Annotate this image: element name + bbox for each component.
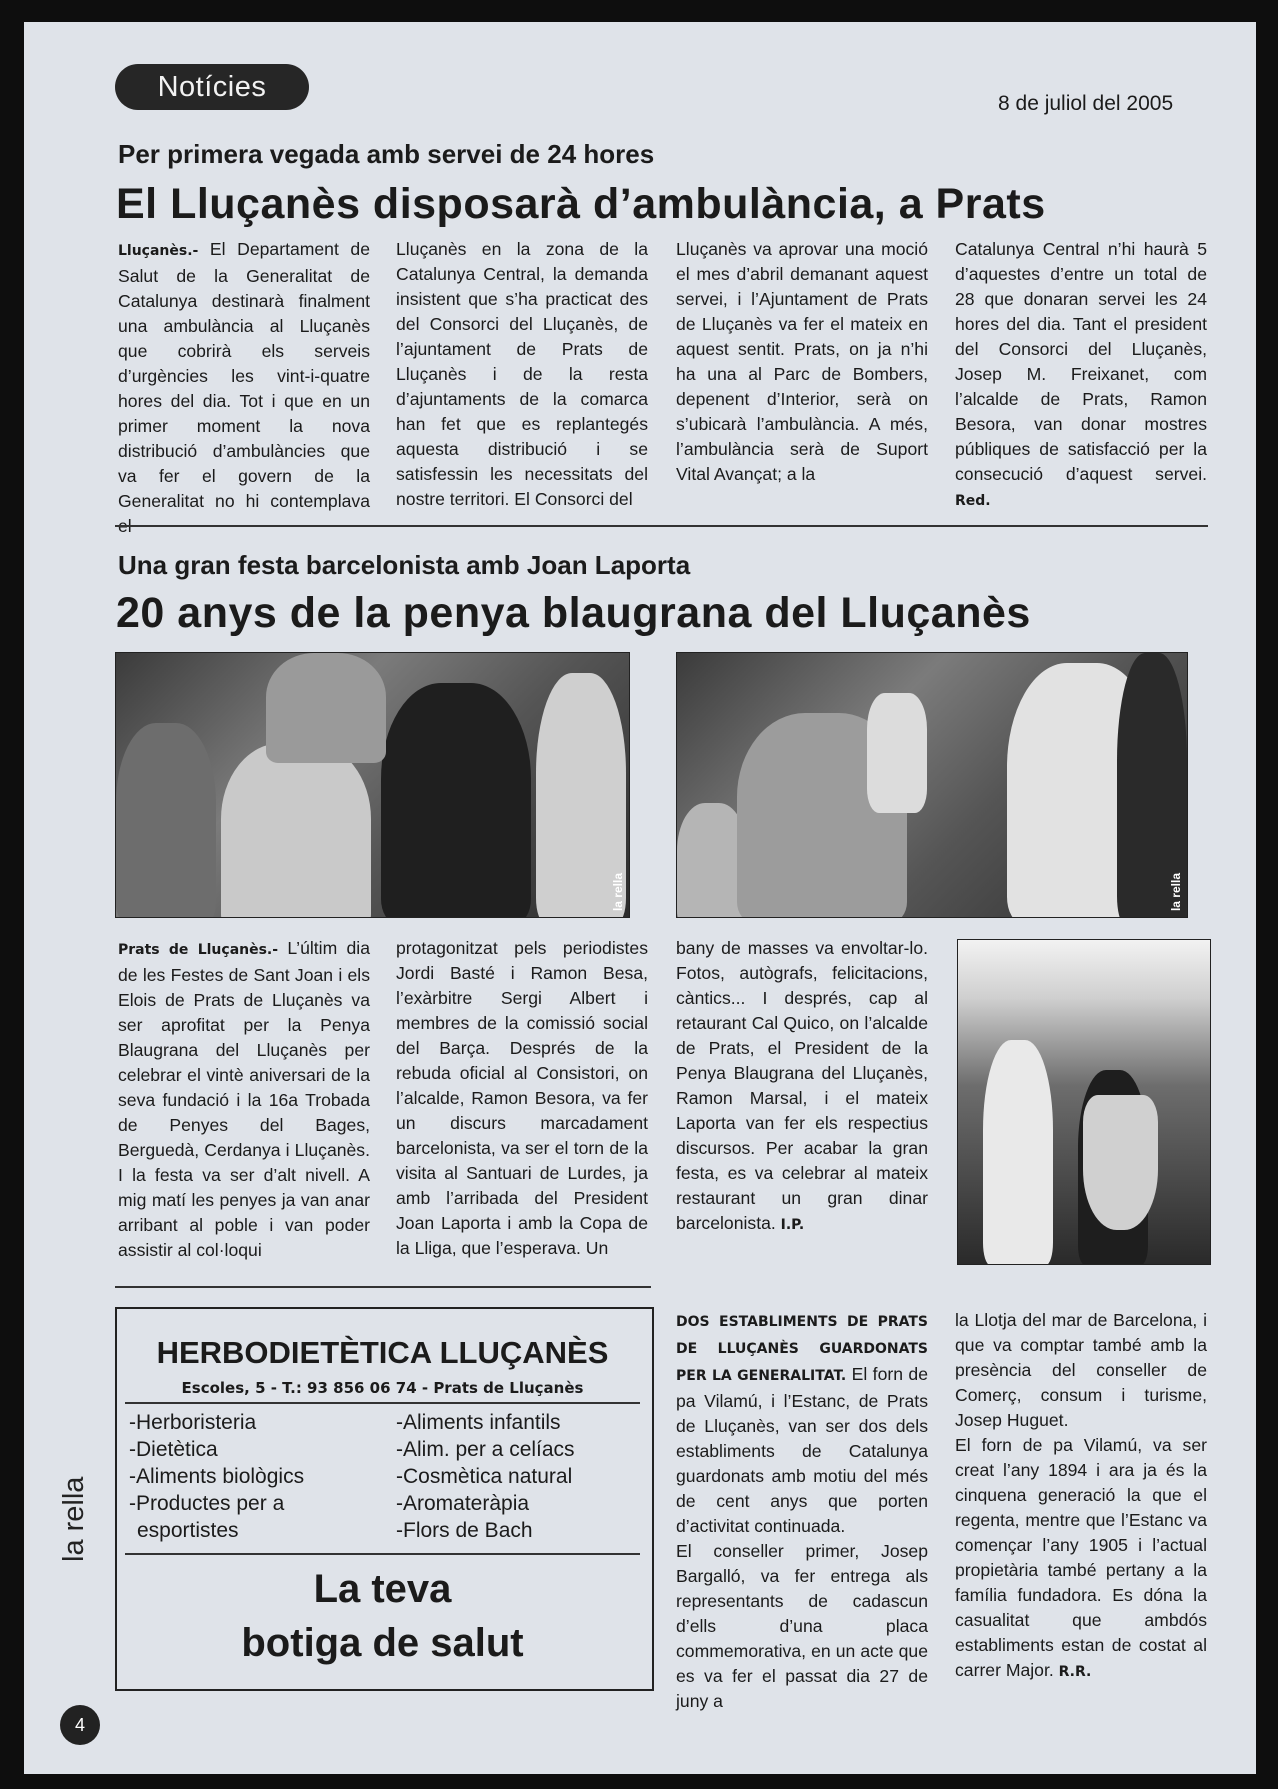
article2-col1: Prats de Lluçanès.- L’últim dia de les Festes de Sant Joan i els Elois de Prats de Lluçanès va ser aprofitat per la Penya Blaugrana del Lluçanès per celebrar el vintè aniversari de la seva fundació i la 16a Trobada de Penyes del Bages, Berguedà, Cerdanya i Lluçanès. I la festa va ser d’alt nivell. A mig matí les penyes ja van anar arribant al poble i van poder assistir al col·loqui bbox=[118, 938, 371, 1260]
article1-lead: Lluçanès.- bbox=[118, 243, 199, 259]
page-number: 4 bbox=[60, 1705, 100, 1745]
article1-col4: Catalunya Central n’hi haurà 5 d’aquestes d’entre un total de 28 que donaran servei les 24 hores del dia. Tant el president del Consorci del Lluçanès, Josep M. Freixanet, com l’alcalde de Prats, Ramon Besora, van donar mostres públiques de satisfacció per la consecució d’aquest servei. Red. bbox=[955, 239, 1207, 509]
divider bbox=[125, 1553, 640, 1555]
photo-laporta-crowd bbox=[115, 652, 630, 918]
ad-list-left: -Herboristeria -Dietètica -Aliments biològics -Productes per a esportistes bbox=[129, 1411, 305, 1542]
article1-kicker: Per primera vegada amb servei de 24 hores bbox=[118, 139, 655, 169]
divider bbox=[115, 525, 1208, 527]
publication-brand: la rella bbox=[58, 1476, 90, 1562]
photo-copa-lliga bbox=[957, 939, 1211, 1265]
ad-slogan-line1: La teva bbox=[313, 1567, 452, 1611]
article3-lead: DOS ESTABLIMENTS DE PRATS DE LLUÇANÈS GUARDONATS PER LA GENERALITAT. bbox=[676, 1314, 928, 1384]
article3-col1: DOS ESTABLIMENTS DE PRATS DE LLUÇANÈS GUARDONATS PER LA GENERALITAT. El forn de pa Vilamú, i l’Estanc, de Prats de Lluçanès, van ser dos dels establiments de Catalunya guardonats amb motiu del més de cent anys que porten d’activitat continuada. El conseller primer, Josep Bargalló, va fer entrega als representants de cadascun d’ells d’una placa commemorativa, en un acte que es va fer el passat dia 27 de juny a bbox=[676, 1314, 928, 1711]
newspaper-page bbox=[24, 22, 1256, 1774]
divider bbox=[115, 1286, 651, 1288]
article1-col2: Lluçanès en la zona de la Catalunya Central, la demanda insistent que s’ha practicat des del Consorci del Lluçanès, de l’ajuntament de Prats de Lluçanès i de la resta d’ajuntaments de la comarca han fet que es replantegés aquesta distribució i se satisfessin les necessitats del nostre territori. El Consorci del bbox=[396, 239, 648, 509]
ad-slogan-line2: botiga de salut bbox=[241, 1621, 524, 1665]
ad-list-right: -Aliments infantils -Alim. per a celíacs -Cosmètica natural -Aromateràpia -Flors de Bach bbox=[396, 1411, 575, 1542]
article2-signature: I.P. bbox=[780, 1217, 805, 1233]
article3-col2: la Llotja del mar de Barcelona, i que va comptar també amb la presència del conseller de Comerç, consum i turisme, Josep Huguet. El forn de pa Vilamú, va ser creat l’any 1894 i ara ja és la cinquena generació la que el regenta, mentre que l’Estanc va començar l’any 1905 i l’actual propietària també pertany a la família fundadora. Es dóna la casualitat que ambdós establiments estan de costat al carrer Major. R.R. bbox=[955, 1310, 1207, 1680]
photo-credit: la rella bbox=[1169, 872, 1183, 911]
article3-signature: R.R. bbox=[1058, 1664, 1092, 1680]
article2-col2: protagonitzat pels periodistes Jordi Basté i Ramon Besa, l’exàrbitre Sergi Albert i membres de la comissió social del Barça. Després de la rebuda oficial al Consistori, on l’alcalde, Ramon Besora, va fer un discurs marcadament barcelonista, va ser el torn de la visita al Santuari de Lurdes, ja amb l’arribada del President Joan Laporta i amb la Copa de la Lliga, que l’esperava. Un bbox=[396, 938, 648, 1258]
ad-address: Escoles, 5 - T.: 93 856 06 74 - Prats de Lluçanès bbox=[181, 1379, 584, 1397]
article1-col3: Lluçanès va aprovar una moció el mes d’abril demanant aquest servei, i l’Ajuntament de Prats de Lluçanès va fer el mateix en aquest sentit. Prats, on ja n’hi ha una al Parc de Bombers, depenent d’Interior, serà on s’ubicarà l’ambulància. A més, l’ambulància serà de Suport Vital Avançat; a la bbox=[676, 239, 928, 484]
photo-credit: la rella bbox=[611, 872, 625, 911]
divider bbox=[125, 1402, 640, 1404]
article2-headline: 20 anys de la penya blaugrana del Lluçanès bbox=[116, 589, 1031, 637]
ad-title: HERBODIETÈTICA LLUÇANÈS bbox=[156, 1335, 609, 1370]
article2-col3: bany de masses va envoltar-lo. Fotos, autògrafs, felicitacions, càntics... I després, cap al retaurant Cal Quico, on l’alcalde de Prats, el President de la Penya Blaugrana del Lluçanès, Ramon Marsal, i el mateix Laporta van fer els respectius discursos. Per acabar la gran festa, es va celebrar al mateix restaurant un gran dinar barcelonista. I.P. bbox=[676, 938, 928, 1233]
article2-lead: Prats de Lluçanès.- bbox=[118, 942, 279, 958]
photo-trophy-presentation bbox=[676, 652, 1188, 918]
article1-signature: Red. bbox=[955, 493, 991, 509]
issue-date: 8 de juliol del 2005 bbox=[998, 92, 1174, 115]
article1-headline: El Lluçanès disposarà d’ambulància, a Prats bbox=[116, 180, 1046, 228]
article2-kicker: Una gran festa barcelonista amb Joan Laporta bbox=[118, 550, 691, 580]
article1-col1: Lluçanès.- El Departament de Salut de la Generalitat de Catalunya destinarà finalment una ambulància al Lluçanès que cobrirà els serveis d’urgències les vint-i-quatre hores del dia. Tot i que en un primer moment la nova distribució d’ambulàncies que va fer el govern de la Generalitat no hi contemplava bbox=[118, 239, 370, 511]
section-badge: Notícies bbox=[115, 64, 309, 110]
